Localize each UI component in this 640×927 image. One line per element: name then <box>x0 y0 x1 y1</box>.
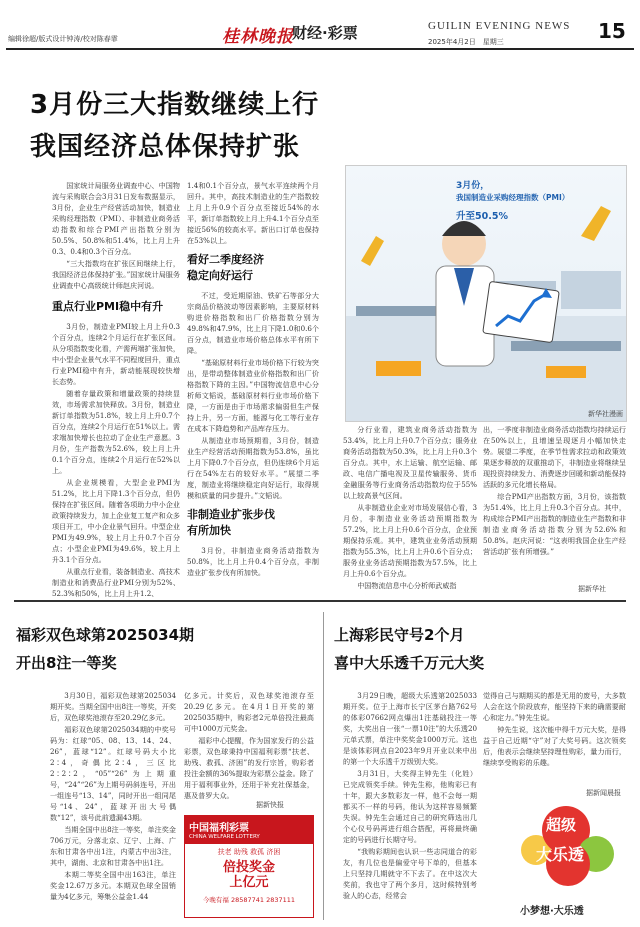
paragraph: 从企业规模看，大型企业PMI为51.2%，比上月下降1.3个百分点，但仍保持在扩张区间。随着各项助力中小企业政策持续发力，加上企业复工复产和众多项目开工，中小企业景气回升。中型企业PMI为49.9%，较上月上升0.7个百分点；小型企业PMI为49.6%，较上月上升3.1个百分点。 <box>52 478 180 564</box>
lottery-right-column-b <box>483 690 626 769</box>
ad-hotline: 今晚有福 28587741 2837111 <box>202 896 296 904</box>
lottery-right-column-a <box>343 690 477 902</box>
ad-header <box>185 816 313 844</box>
subheading-q2-b: 稳定向好运行 <box>187 269 253 282</box>
editor-credits: 编辑徐超/版式设计钟涛/校对陈春霏 <box>8 35 118 43</box>
paragraph: 从非制造业企业对市场发展信心看，3月份，非制造业业务活动预期指数为57.2%，比上月上升0.6个百分点，企业预期保持乐观。其中，建筑业业务活动预期指数为55.3%，比上月上升0.6个百分点；服务业业务活动预期指数为57.5%，比上月上升0.6个百分点。 <box>343 503 477 578</box>
paragraph: 分行业看，建筑业商务活动指数为53.4%，比上月上升0.7个百分点；服务业商务活动指数为50.3%，比上月上升0.3个百分点。其中，水上运输、航空运输、邮政、电信广播电视及卫星传输服务、货币金融服务等行业商务活动指数均位于55%以上较高景气区间。 <box>343 425 477 500</box>
paragraph: 3月份，制造业PMI较上月上升0.3个百分点，连续2个月运行在扩张区间。从分项指数变化看，产需两端扩张加快，中小型企业景气水平不同程度回升，重点行业PMI稳中有升，新动能展现较快增长态势。 <box>52 322 180 386</box>
article-column-4 <box>483 424 626 558</box>
logo-text-2: 大乐透 <box>536 845 585 864</box>
ad-big-1: 倍投奖金 <box>222 860 275 875</box>
paragraph: 3月30日，福彩双色球第2025034期开奖。当期全国中出8注一等奖，开奖后，双色球奖池滚存至20.29亿多元。 <box>50 691 176 722</box>
header-rule <box>6 48 634 50</box>
paragraph: 国家统计局服务业调查中心、中国物流与采购联合会3月31日发布数据显示，3月份，企业生产经营活动加快，制造业采购经理指数（PMI）、非制造业商务活动指数和综合PMI产出指数分别为50.5%、50.8%和51.4%，比上月上升0.3、0.4和0.3个百分点。 <box>52 181 180 256</box>
paragraph: 3月31日，大奖得主钟先生（化姓）已完成领奖手续。钟先生称，他购彩已有十年，跟大多数彩友一样，他不会每一期都买不一样的号码，他认为这样容易频繁失误。钟先生会通过自己的研究筛选出几个心仪号码再进行组合搭配，再将最终确定的号码进行长期守号。 <box>343 769 477 844</box>
paragraph: 不过，受近期原油、铁矿石等部分大宗商品价格波动等因素影响，主要原材料购进价格指数和出厂价格指数分别为49.8%和47.9%，比上月下降1.0和0.6个百分点，制造业市场价格总体水平有所下降。 <box>187 291 319 355</box>
subheading-pmi: 重点行业PMI稳中有升 <box>52 300 164 313</box>
paragraph: 出，一季度非制造业商务活动指数均持续运行在50%以上，且增速呈现逐月小幅加快走势。展望二季度，在季节性需求拉动和政策效果逐步释放的双重推动下，非制造业将继续呈现投资持续发力、消费逐步回暖和新动能保持活跃的多元化增长格局。 <box>483 425 626 489</box>
lottery-left-column-b <box>184 690 314 802</box>
issue-date: 2025年4月2日 星期三 <box>428 38 504 46</box>
paragraph: 福彩双色球第2025034期的中奖号码为：红球“05、08、13、14、24、26”，蓝球“12”。红球号码大小比2∶4，奇偶比2∶4，三区比2∶2∶2，“05”“26”为上期重号，“24”“26”为上期号码斜连号，开出一组连号“13、14”，同时开出一组同尾号“14、24”，蓝球开出大号偶数“12”，该号此前遗漏43期。 <box>50 725 176 822</box>
ad-brand: 中国福利彩票 <box>189 823 249 834</box>
section-title: 财经·彩票 <box>292 24 358 42</box>
paragraph: 亿多元。计奖后，双色球奖池滚存至20.29亿多元。在4月1日开奖的第2025035期中，购彩者2元单倍投注最高可中1000万元奖金。 <box>184 691 314 733</box>
paragraph: 中国物流信息中心分析师武威指 <box>357 581 457 590</box>
headline-line-2: 我国经济总体保持扩张 <box>30 132 301 162</box>
paragraph: 当期全国中出8注一等奖，单注奖金706万元，分落北京、辽宁、上海、广东和甘肃各中出1注，内蒙古中出3注，其中，湖南、北京和甘肃各中出1注。 <box>50 825 176 867</box>
masthead-logo: 桂林晚报 <box>222 27 294 47</box>
paragraph: 随着存量政策和增量政策的持续显效，市场需求加快释放。3月份，制造业新订单指数为51.8%，较上月上升0.7个百分点，连续2个月运行在51%以上。需求端加快增长也拉动了企业生产意愿。3月份，生产指数为52.6%，较上月上升0.1个百分点，连续2个月运行在52%以上。 <box>52 389 180 475</box>
lottery-left-credit: 据新快报 <box>256 801 284 809</box>
logo-text-1: 超级 <box>546 816 577 834</box>
ad-big-2: 上亿元 <box>229 875 269 890</box>
cartoon-drawing <box>346 166 627 422</box>
lottery-right-title-1: 上海彩民守号2个月 <box>334 626 465 644</box>
paragraph: 本期二等奖全国中出163注，单注奖金12.67万多元。本期双色球全国销量为4亿多元，筹集公益金1.44 <box>50 870 176 901</box>
lottery-left-title-2: 开出8注一等奖 <box>16 654 117 672</box>
welfare-lottery-ad <box>184 815 314 918</box>
subheading-nonmfg-a: 非制造业扩张步伐 <box>187 508 275 521</box>
paragraph: 1.4和0.1个百分点，景气水平连续两个月回升。其中，高技术制造业的生产指数较上月上升0.9个百分点至接近54%的水平，新订单指数较上月上升4.1个百分点至接近56%的较高水平。新出口订单也保持在53%以上。 <box>187 181 319 245</box>
paragraph: 综合PMI产出指数方面，3月份，该指数为51.4%，比上月上升0.3个百分点。其中，构成综合PMI产出指数的制造业生产指数和非制造业商务活动指数分别为52.6%和50.8%。赵庆河说：“这表明我国企业生产经营活动扩张有所增强。” <box>483 492 626 556</box>
subheading-nonmfg-b: 有所加快 <box>187 524 231 537</box>
column-divider <box>323 612 324 920</box>
lottery-left-title-1: 福彩双色球第2025034期 <box>16 626 195 644</box>
lottery-right-title-2: 喜中大乐透千万元大奖 <box>334 654 485 672</box>
daletou-logo <box>520 804 618 900</box>
paragraph: 3月29日晚，超级大乐透第2025033期开奖。位于上海市长宁区茅台路762号的体彩07662网点爆出1注基础投注一等奖，大奖出自一张“一票10注”的大乐透20元单式票，单注中奖奖金1000万元。这也是该体彩网点自2023年9月开业以来中出的第一个大乐透千万级别大奖。 <box>343 691 477 766</box>
paragraph: “我购彩期间也认识一些志同道合的彩友，有几位也是偏爱守号下单的，但基本上只坚持几期就守不下去了。在中这次大奖前，我也守了两个多月，这时候特别考验人的心态，经常会 <box>343 847 477 900</box>
subheading-q2-a: 看好二季度经济 <box>187 253 264 266</box>
article-column-2 <box>187 180 319 579</box>
ad-slogan: 扶老 助残 救孤 济困 <box>217 848 281 856</box>
page-number: 15 <box>598 19 626 43</box>
paragraph: 觉得自己与期期买的都是无用的废号，大多数人会在这个阶段放弃，能坚持下来的确需要耐心和定力。”钟先生说。 <box>483 691 626 722</box>
paragraph: “基础原材料行业市场价格下行较为突出，是带动整体制造业价格指数和出厂价格指数下降的主因。”中国物流信息中心分析师文韬说，基础原材料行业市场价格下降，一方面是由于市场需求偏弱但生产保持上升，另一方面，能源与化工等行业存在成本下降趋势和产品库存压力。 <box>187 358 319 433</box>
paragraph: 福彩中心提醒，作为国家发行的公益彩票，双色球秉持中国福利彩票“扶老、助残、救孤、济困”的发行宗旨，购彩者投注金额的36%提取为彩票公益金。除了用于福利事业外，还用于补充社保基金，惠及普罗大众。 <box>184 736 314 800</box>
illus-caption-2: 我国制造业采购经理指数（PMI） <box>456 193 570 202</box>
ad-brand-en: CHINA WELFARE LOTTERY <box>189 834 260 840</box>
paragraph: 钟先生说，这次能中得千万元大奖，是得益于自己近期“守”对了大奖号码。这次领奖后，他表示会继续坚持理性购彩，量力而行，继续享受购彩的乐趣。 <box>483 725 626 767</box>
paper-english-name: GUILIN EVENING NEWS <box>428 20 571 32</box>
headline-line-1: 3月份三大指数继续上行 <box>30 90 320 120</box>
illus-caption-3: 升至50.5% <box>456 211 508 222</box>
illus-caption-1: 3月份， <box>456 181 490 191</box>
paragraph: “三大指数均在扩张区间继续上行，我国经济总体保持扩张。”国家统计局服务业调查中心高级统计师赵庆河说。 <box>52 259 180 290</box>
illustration-credit: 新华社漫画 <box>588 410 623 418</box>
article-credit: 据新华社 <box>578 585 606 593</box>
paragraph: 从重点行业看，装备制造业、高技术制造业和消费品行业PMI分别为52%、52.3%和50%，比上月上升1.2、 <box>52 567 180 598</box>
pmi-cartoon-illustration <box>345 165 627 422</box>
section-divider <box>14 600 626 602</box>
lottery-left-column-a <box>50 690 176 903</box>
paragraph: 从制造业市场预期看，3月份，制造业生产经营活动预期指数为53.8%，虽比上月下降0.7个百分点，但仍连续6个月运行在54%左右的较好水平。“展望二季度，制造业将继续稳定向好运行，取得规模和质量的同步提升。”文韬说。 <box>187 436 319 500</box>
logo-slogan: 小梦想·大乐透 <box>520 906 584 917</box>
article-column-3 <box>343 424 477 592</box>
article-column-1 <box>52 180 180 600</box>
lottery-right-credit: 据新闻晨报 <box>586 789 621 797</box>
paragraph: 3月份，非制造业商务活动指数为50.8%，比上月上升0.4个百分点，非制造业扩张步伐有所加快。 <box>187 546 319 577</box>
